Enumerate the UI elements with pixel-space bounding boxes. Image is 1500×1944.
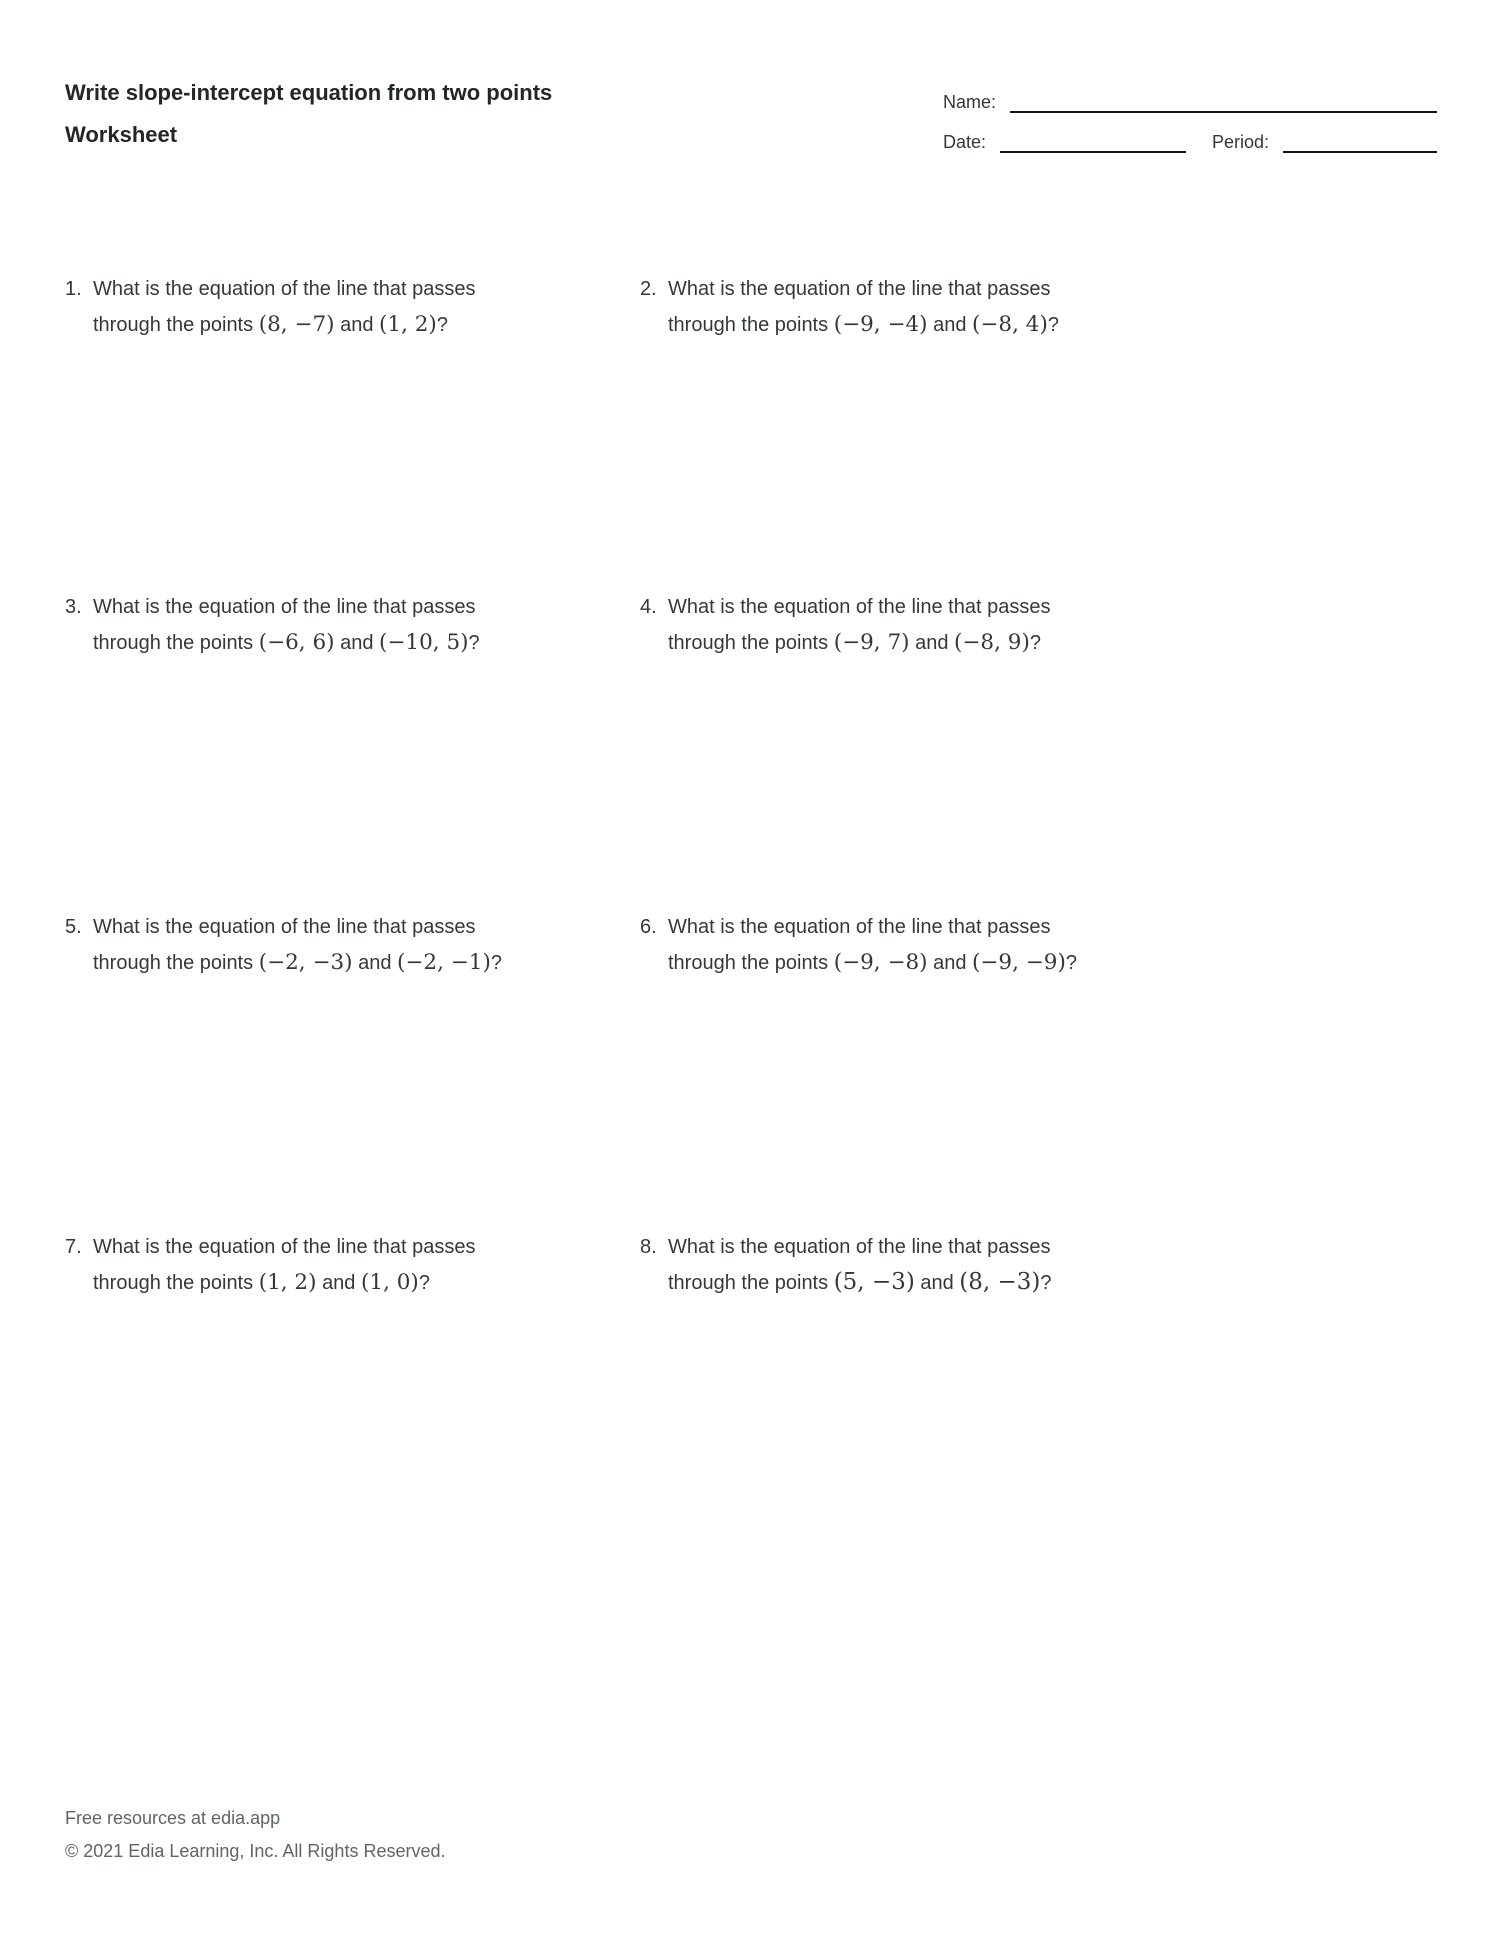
question-mark: ?	[1065, 952, 1077, 974]
period-label: Period:	[1212, 132, 1270, 152]
question-text-prefix: through the points	[668, 314, 829, 336]
point-1-value: (−6, 6)	[258, 630, 335, 655]
question-mark: ?	[436, 314, 448, 336]
question-text-prefix: through the points	[668, 1272, 829, 1294]
question-1	[65, 272, 625, 343]
question-number: 4.	[640, 596, 657, 618]
question-5	[65, 910, 625, 981]
question-text-prefix: through the points	[668, 632, 829, 654]
question-6	[640, 910, 1200, 981]
question-mark: ?	[418, 1272, 430, 1294]
date-blank-line	[1000, 132, 1186, 153]
question-text-line2	[640, 625, 1200, 661]
and-word: and	[915, 632, 949, 654]
question-8	[640, 1230, 1200, 1301]
question-text-line2	[65, 625, 625, 661]
point-1-value: (−9, −4)	[833, 312, 928, 337]
question-number: 3.	[65, 596, 82, 618]
and-word: and	[358, 952, 392, 974]
question-text-line2	[65, 1265, 625, 1301]
and-word: and	[920, 1272, 954, 1294]
point-1-value: (−9, −8)	[833, 950, 928, 975]
and-word: and	[340, 314, 374, 336]
point-1-value: (8, −7)	[258, 312, 335, 337]
name-label: Name:	[943, 92, 997, 112]
question-text-line1: What is the equation of the line that passes	[668, 1236, 1051, 1258]
point-2-value: (−8, 9)	[954, 630, 1030, 655]
point-2-value: (−2, −1)	[397, 950, 491, 975]
question-3	[65, 590, 625, 661]
question-mark: ?	[490, 952, 502, 974]
page-title-line2: Worksheet	[65, 122, 178, 147]
point-1-value: (1, 2)	[258, 1270, 317, 1295]
point-2-value: (1, 2)	[379, 312, 437, 337]
question-text-prefix: through the points	[668, 952, 829, 974]
question-7	[65, 1230, 625, 1301]
period-blank-line	[1283, 132, 1437, 153]
question-text-line1: What is the equation of the line that passes	[668, 596, 1051, 618]
name-blank-line	[1010, 92, 1437, 113]
point-2-value: (−9, −9)	[972, 950, 1066, 975]
question-mark: ?	[1040, 1272, 1052, 1294]
question-text-line1: What is the equation of the line that passes	[668, 916, 1051, 938]
footer-resources-text: Free resources at edia.app	[65, 1808, 281, 1828]
question-number: 6.	[640, 916, 657, 938]
question-mark: ?	[468, 632, 480, 654]
question-text-prefix: through the points	[93, 632, 254, 654]
question-4	[640, 590, 1200, 661]
question-2	[640, 272, 1200, 343]
question-text-line2	[65, 945, 625, 981]
and-word: and	[933, 314, 967, 336]
and-word: and	[322, 1272, 356, 1294]
and-word: and	[340, 632, 374, 654]
question-text-prefix: through the points	[93, 952, 254, 974]
question-text-prefix: through the points	[93, 314, 254, 336]
question-mark: ?	[1029, 632, 1041, 654]
date-label: Date:	[943, 132, 987, 152]
question-text-line1: What is the equation of the line that passes	[93, 278, 476, 300]
question-text-line2	[640, 945, 1200, 981]
point-1-value: (5, −3)	[833, 1269, 915, 1295]
name-field-row	[943, 92, 1437, 113]
question-text-line1: What is the equation of the line that passes	[93, 596, 476, 618]
question-mark: ?	[1047, 314, 1059, 336]
question-number: 5.	[65, 916, 82, 938]
and-word: and	[933, 952, 967, 974]
point-2-value: (−8, 4)	[972, 312, 1048, 337]
question-text-line2	[640, 1265, 1200, 1301]
question-text-line2	[65, 307, 625, 343]
question-text-line1: What is the equation of the line that passes	[668, 278, 1051, 300]
question-text-line1: What is the equation of the line that passes	[93, 1236, 476, 1258]
footer-copyright-text: © 2021 Edia Learning, Inc. All Rights Reserved.	[65, 1841, 446, 1861]
point-1-value: (−2, −3)	[258, 950, 353, 975]
date-period-field-row	[943, 132, 1437, 153]
point-1-value: (−9, 7)	[833, 630, 910, 655]
page-footer	[65, 1802, 445, 1868]
point-2-value: (8, −3)	[959, 1269, 1041, 1295]
point-2-value: (1, 0)	[361, 1270, 419, 1295]
page-title-line1: Write slope-intercept equation from two points	[65, 80, 553, 105]
question-text-line2	[640, 307, 1200, 343]
question-number: 7.	[65, 1236, 82, 1258]
question-number: 8.	[640, 1236, 657, 1258]
question-number: 1.	[65, 278, 82, 300]
question-number: 2.	[640, 278, 657, 300]
question-text-line1: What is the equation of the line that passes	[93, 916, 476, 938]
question-text-prefix: through the points	[93, 1272, 254, 1294]
point-2-value: (−10, 5)	[379, 630, 469, 655]
